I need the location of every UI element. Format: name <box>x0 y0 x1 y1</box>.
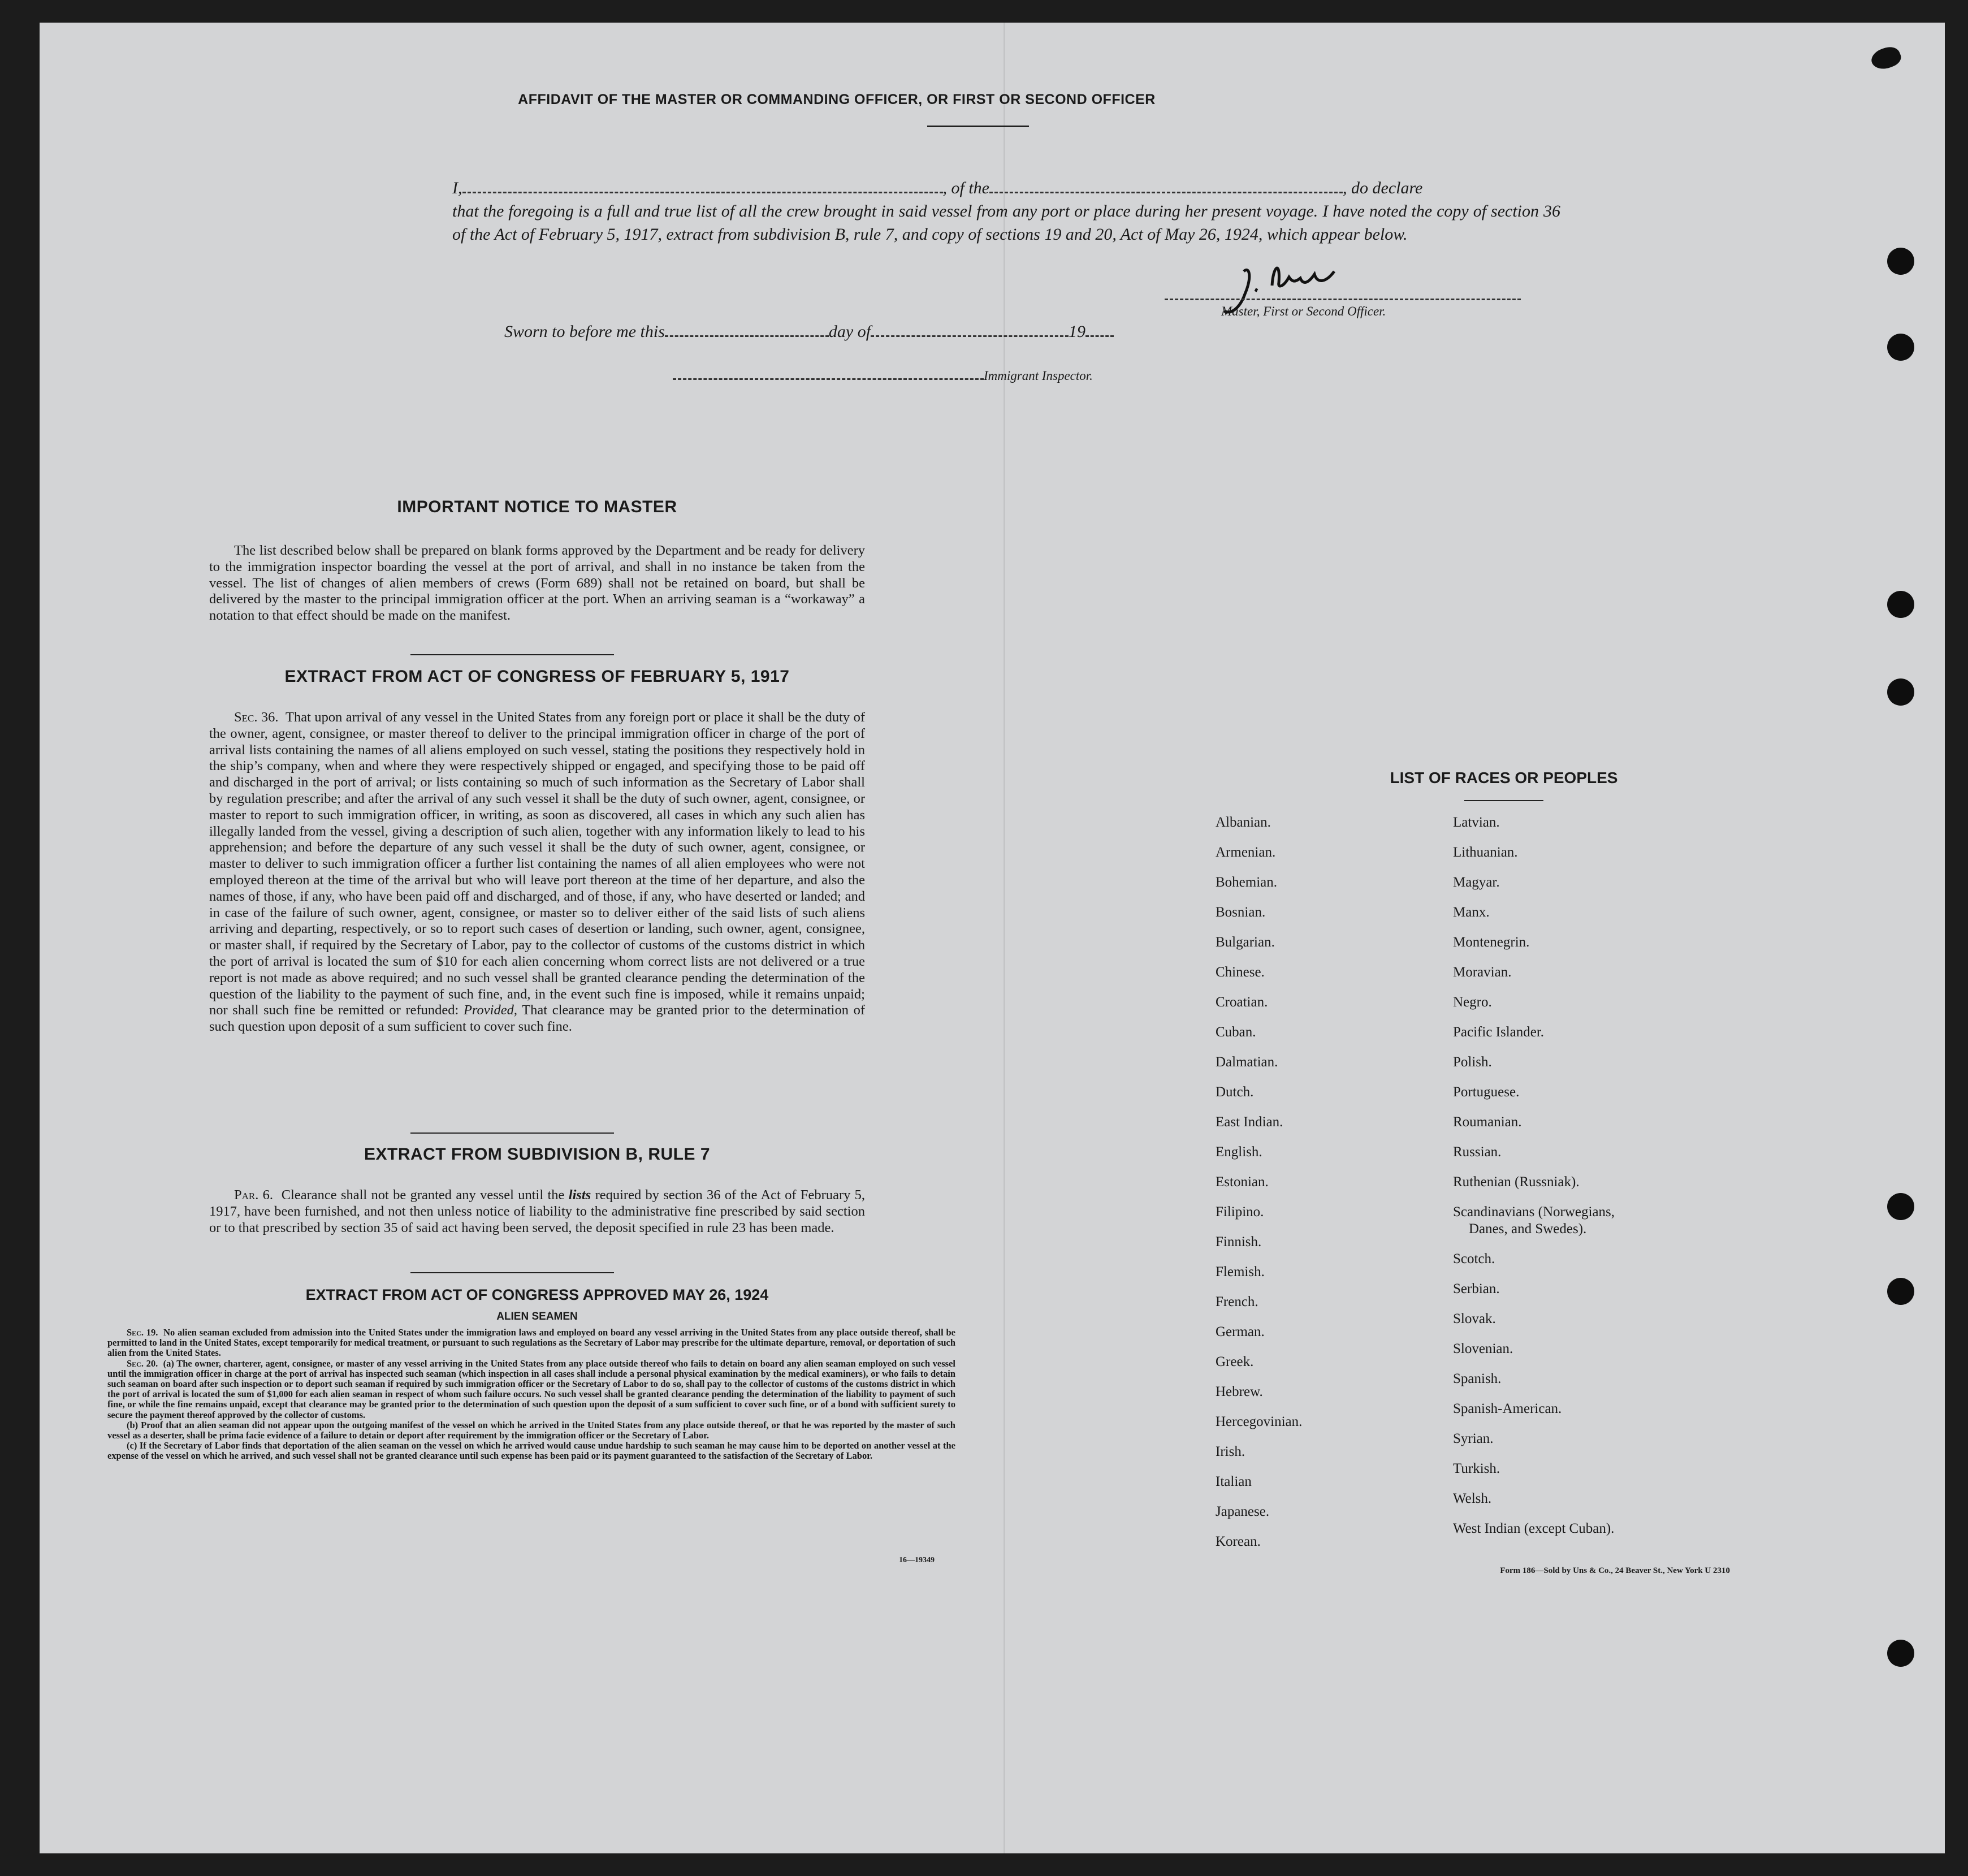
race-item: Albanian. <box>1216 815 1271 830</box>
extract-1924-title: EXTRACT FROM ACT OF CONGRESS APPROVED MAY 26, 1924 <box>305 1286 769 1303</box>
race-item: Latvian. <box>1453 815 1500 830</box>
race-item: Bulgarian. <box>1216 935 1275 950</box>
declaration-text: that the foregoing is a full and true list of all the crew brought in said vessel from any port or place during her present voyage. I have noted the copy of section 36 of the Act of February 5, 1917, extract from subdivision B, rule 7, and copy of sections 19 and 20, Act of May 26, 1924, which appear below. <box>452 202 1560 244</box>
race-item: Pacific Islander. <box>1453 1025 1545 1040</box>
race-item: Roumanian. <box>1453 1114 1522 1130</box>
page-fold <box>1004 23 1005 1853</box>
notice-text <box>209 543 865 624</box>
race-item: Bohemian. <box>1216 875 1278 890</box>
race-item: Italian <box>1216 1474 1252 1489</box>
race-item: Cuban. <box>1216 1025 1256 1040</box>
inspector-blank <box>673 370 984 380</box>
form-note: Form 186—Sold by Uns & Co., 24 Beaver St., New York U 2310 <box>1500 1566 1730 1575</box>
race-item: Greek. <box>1216 1354 1254 1369</box>
race-item: Japanese. <box>1216 1504 1270 1519</box>
section-divider <box>410 1272 614 1273</box>
sworn-day-of: day of <box>828 322 871 341</box>
race-item: Chinese. <box>1216 965 1265 980</box>
race-item: Korean. <box>1216 1534 1261 1549</box>
sworn-month-blank <box>871 323 1069 337</box>
race-item: Flemish. <box>1216 1264 1265 1280</box>
alien-seamen-subtitle: ALIEN SEAMEN <box>496 1311 578 1322</box>
binder-hole <box>1887 591 1914 618</box>
race-item: Scotch. <box>1453 1251 1495 1266</box>
signature-area <box>1165 260 1532 328</box>
race-item: Hebrew. <box>1216 1384 1263 1399</box>
lists-word: lists <box>568 1187 591 1203</box>
section-20b-paragraph: (b) Proof that an alien seaman did not appear upon the outgoing manifest of the vessel on which he arrived in the United States from any place outside thereof, or that he was reported by the master of such vessel as a deserter, shall be prima facie evidence of a failure to detain or deport after requirement by the immigration officer or the Secretary of Labor. <box>107 1419 955 1441</box>
par-6-text-b: required by section 36 of the Act of February 5, 1917, have been furnished, and not then unless notice of liability to the administrative fine prescribed by said section or to that prescribed by section 35 of said act having been served, the deposit specified in rule 23 has been made. <box>209 1187 866 1235</box>
race-item: French. <box>1216 1294 1258 1309</box>
race-item: English. <box>1216 1144 1262 1160</box>
notice-paragraph: The list described below shall be prepared on blank forms approved by the Department and be ready for delivery to the immigration inspector boarding the vessel at the port of arrival, and shall in no instance be taken from the vessel. The list of changes of alien members of crews (Form 689) shall not be retained on board, but shall be delivered by the master to the principal immigration officer at the port. When an arriving seaman is a “workaway” a notation to that effect should be made on the manifest. <box>209 543 865 624</box>
section-20a-paragraph <box>107 1359 955 1420</box>
race-item: Syrian. <box>1453 1431 1494 1446</box>
race-item: Dalmatian. <box>1216 1054 1278 1070</box>
declaration-line <box>452 176 1560 200</box>
race-item: Montenegrin. <box>1453 935 1530 950</box>
declaration-i: I, <box>452 179 462 197</box>
section-36-paragraph <box>209 710 865 1035</box>
race-item: German. <box>1216 1324 1265 1339</box>
binder-hole <box>1887 678 1914 706</box>
par-6-paragraph <box>209 1187 865 1236</box>
binder-hole <box>1887 334 1914 361</box>
races-right-column <box>1453 814 1690 1550</box>
rule7-title: EXTRACT FROM SUBDIVISION B, RULE 7 <box>364 1145 711 1164</box>
sworn-day-blank <box>665 323 829 337</box>
race-item: Slovak. <box>1453 1311 1496 1326</box>
race-item: Armenian. <box>1216 845 1276 860</box>
section-36-label: Sec. 36. <box>234 710 279 725</box>
race-item: Turkish. <box>1453 1461 1500 1476</box>
declaration-of: , of the <box>942 179 989 197</box>
title-divider <box>927 126 1029 127</box>
binder-hole <box>1887 1193 1914 1220</box>
binder-hole <box>1887 248 1914 275</box>
rule7-text <box>209 1187 865 1236</box>
section-36-text-b: That clearance may be granted prior to the determination of such question upon deposit of a sum sufficient to cover such fine. <box>209 1002 865 1035</box>
race-item: Hercegovinian. <box>1216 1414 1303 1429</box>
section-divider <box>410 654 614 655</box>
par-6-text-a: Clearance shall not be granted any vessel until the <box>281 1187 565 1203</box>
notice-title: IMPORTANT NOTICE TO MASTER <box>397 498 677 516</box>
races-left-column <box>1216 814 1453 1563</box>
race-item: Ruthenian (Russniak). <box>1453 1174 1580 1190</box>
sworn-year-blank <box>1085 323 1114 337</box>
race-item: Finnish. <box>1216 1234 1262 1250</box>
binder-hole <box>1887 1278 1914 1305</box>
section-divider <box>410 1132 614 1134</box>
race-item: Russian. <box>1453 1144 1502 1160</box>
race-item: Croatian. <box>1216 995 1268 1010</box>
section-19-paragraph <box>107 1328 955 1359</box>
race-item: Spanish. <box>1453 1371 1502 1386</box>
document-sheet <box>40 23 1945 1853</box>
race-item: West Indian (except Cuban). <box>1453 1521 1615 1536</box>
inspector-label: Immigrant Inspector. <box>984 369 1093 383</box>
race-item: Scandinavians (Norwegians, <box>1453 1204 1615 1220</box>
sworn-line <box>504 322 1239 342</box>
races-divider <box>1464 800 1543 801</box>
section-20a-text: (a) The owner, charterer, agent, consignee, or master of any vessel arriving in the United States from any place outside thereof who fails to detain on board any alien seaman employed on such vessel until the immigration officer in charge at the port of arrival has inspected such seaman (which inspection in all cases shall include a personal physical examination by the medical examiners), or who fails to detain such seaman on board after such inspection or to deport such seaman if required by such immigration officer or the Secretary of Labor to do so, shall pay to the collector of customs of the customs district in which the port of arrival is located the sum of $1,000 for each alien seaman in respect of whom such failure occurs. No such vessel shall be granted clearance pending the determination of the liability to payment of such fine, or while the fine remains unpaid, except that clearance may be granted prior to the determination of such question upon the deposit of a sum sufficient to cover such fine, or of a bond with sufficient surety to secure the payment thereof approved by the collector of customs. <box>107 1358 956 1420</box>
race-item: Slovenian. <box>1453 1341 1513 1356</box>
par-6-label: Par. 6. <box>234 1187 274 1203</box>
race-item: Spanish-American. <box>1453 1401 1562 1416</box>
race-item: Filipino. <box>1216 1204 1264 1220</box>
section-36-text-a: That upon arrival of any vessel in the United States from any foreign port or place it shall be the duty of the owner, agent, consignee, or master thereof to deliver to the principal immigration officer in charge of the port of arrival lists containing the names of all aliens employed on such vessel, stating the positions they respectively hold in the ship’s company, when and where they were respectively shipped or engaged, and specifying those to be paid off and discharged in the port of arrival; or lists containing so much of such information as the Secretary of Labor shall by regulation prescribe; and after the arrival of any such vessel it shall be the duty of such owner, agent, consignee, or master to report to such immigration officer, in writing, as soon as discovered, all cases in which any such alien has illegally landed from the vessel, giving a description of such alien, together with any information likely to lead to his apprehension; and before the departure of any such vessel it shall be the duty of such owner, agent, consignee, or master to deliver to such immigration officer a further list containing the names of all alien employees who were not employed thereon at the time of the arrival but who will leave port thereon at the time of her departure, and also the names of those, if any, who have been paid off and discharged, and of those, if any, who have deserted or landed; and in case of the failure of such owner, agent, consignee, or master so to deliver either of the said lists of such aliens arriving and departing, respectively, or so to report such cases of desertion or landing, such owner, agent, consignee, or master shall, if required by the Secretary of Labor, pay to the collector of customs of the customs district in which the port of arrival is located the sum of $10 for each alien concerning whom correct lists are not delivered or a true report is not made as above required; and no such vessel shall be granted clearance pending the determination of the question of the liability to the payment of such fine, and, in the event such fine is imposed, while it remains unpaid; nor shall such fine be remitted or refunded: <box>209 710 866 1018</box>
extract-1917-text <box>209 710 865 1035</box>
section-19-text: No alien seaman excluded from admission into the United States under the immigration laws and employed on board any vessel arriving in the United States from any place outside thereof, shall be permitted to land in the United States, except temporarily for medical treatment, or pursuant to such regulations as the Secretary of Labor may prescribe for the ultimate departure, removal, or deportation of such alien from the United States. <box>107 1327 955 1359</box>
sworn-year: 19 <box>1069 322 1086 341</box>
section-20c-paragraph: (c) If the Secretary of Labor finds that deportation of the alien seaman on the vessel on which he arrived would cause undue hardship to such seaman he may cause him to be deported on another vessel at the expense of the vessel on which he arrived, and such vessel shall not be granted clearance until such expense has been paid or its payment guaranteed to the satisfaction of the Secretary of Labor. <box>107 1440 955 1462</box>
race-item: East Indian. <box>1216 1114 1283 1130</box>
race-item: Dutch. <box>1216 1084 1254 1100</box>
race-item: Moravian. <box>1453 965 1512 980</box>
race-item: Portuguese. <box>1453 1084 1520 1100</box>
section-20-label: Sec. 20. <box>127 1358 158 1369</box>
affidavit-title: AFFIDAVIT OF THE MASTER OR COMMANDING OFFICER, OR FIRST OR SECOND OFFICER <box>518 92 1156 107</box>
extract-1924-text <box>107 1328 955 1462</box>
section-19-label: Sec. 19. <box>127 1327 158 1338</box>
race-item: Polish. <box>1453 1054 1492 1070</box>
race-item: Bosnian. <box>1216 905 1266 920</box>
extract-1917-title: EXTRACT FROM ACT OF CONGRESS OF FEBRUARY 5, 1917 <box>284 667 790 686</box>
name-blank <box>462 179 943 193</box>
race-item: Irish. <box>1216 1444 1245 1459</box>
race-item: Estonian. <box>1216 1174 1269 1190</box>
form-code: 16—19349 <box>899 1556 935 1564</box>
sworn-prefix: Sworn to before me this <box>504 322 665 341</box>
race-item: Serbian. <box>1453 1281 1500 1296</box>
provided-word: Provided, <box>463 1002 517 1018</box>
inspector-line <box>673 369 1182 383</box>
race-item: Welsh. <box>1453 1491 1492 1506</box>
race-item: Magyar. <box>1453 875 1500 890</box>
signature-line <box>1165 299 1521 300</box>
races-title: LIST OF RACES OR PEOPLES <box>1390 769 1618 786</box>
race-item: Manx. <box>1453 905 1490 920</box>
binder-hole <box>1887 1640 1914 1667</box>
race-item: Lithuanian. <box>1453 845 1518 860</box>
ink-blot <box>1868 44 1904 74</box>
affidavit-body <box>452 176 1560 246</box>
signature-label: Master, First or Second Officer. <box>1221 304 1386 318</box>
vessel-blank <box>989 179 1343 193</box>
race-item: Negro. <box>1453 995 1492 1010</box>
race-item-continued: Danes, and Swedes). <box>1469 1221 1587 1237</box>
declaration-suffix: , do declare <box>1343 179 1423 197</box>
